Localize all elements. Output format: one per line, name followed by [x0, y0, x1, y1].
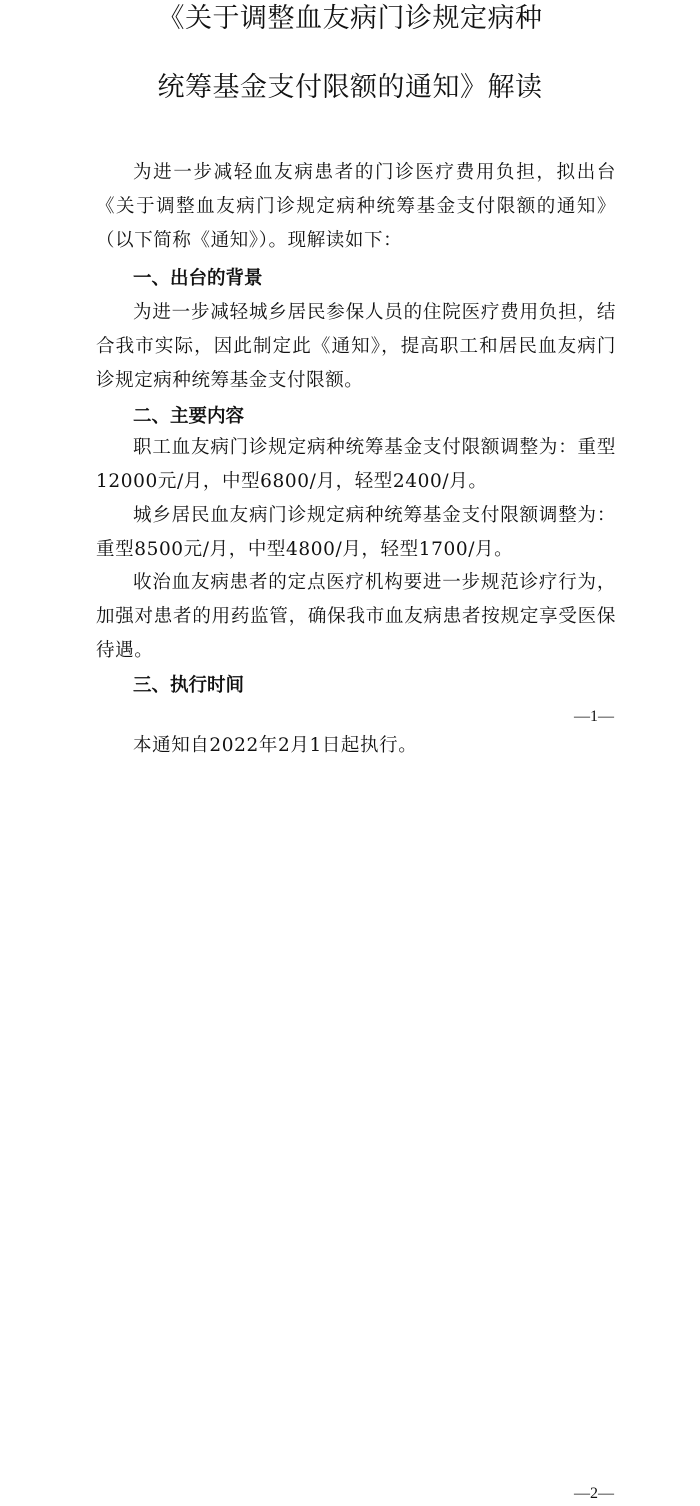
section-heading-main-content: 二、主要内容: [133, 406, 245, 427]
section-heading-background: 一、出台的背景: [133, 268, 263, 289]
document-title-line-1: 《关于调整血友病门诊规定病种: [157, 3, 543, 34]
page-number-2: —2—: [574, 1485, 614, 1502]
background-paragraph: 为进一步减轻城乡居民参保人员的住院医疗费用负担，结合我市实际，因此制定此《通知》，提高职工和居民血友病门诊规定病种统筹基金支付限额。: [96, 302, 616, 391]
hospital-requirement-paragraph: 收治血友病患者的定点医疗机构要进一步规范诊疗行为，加强对患者的用药监管，确保我市血友病患者按规定享受医保待遇。: [96, 572, 616, 661]
intro-paragraph: 为进一步减轻血友病患者的门诊医疗费用负担，拟出台《关于调整血友病门诊规定病种统筹基金支付限额的通知》（以下简称《通知》）。现解读如下：: [96, 162, 616, 251]
page-number-1: —1—: [574, 708, 614, 725]
employee-limit-paragraph: 职工血友病门诊规定病种统筹基金支付限额调整为：重型12000元/月，中型6800/月，轻型2400/月。: [96, 437, 616, 492]
document-title-line-2: 统筹基金支付限额的通知》解读: [157, 72, 543, 103]
resident-limit-paragraph: 城乡居民血友病门诊规定病种统筹基金支付限额调整为：重型8500元/月，中型4800/月，轻型1700/月。: [96, 505, 616, 560]
effective-date-paragraph: 本通知自2022年2月1日起执行。: [133, 735, 418, 756]
section-heading-effective-date: 三、执行时间: [133, 675, 245, 696]
